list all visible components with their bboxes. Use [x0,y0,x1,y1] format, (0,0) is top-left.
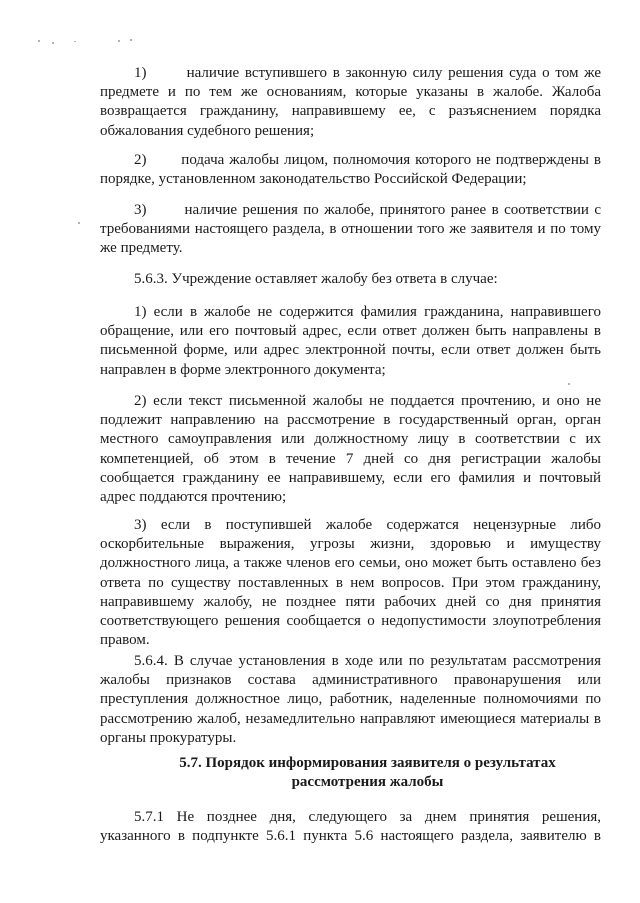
paragraph-prior-decision: 3) наличие решения по жалобе, принятого ранее в соответствии с требованиями настоящего раздела, в отношении того же заявителя и по тому же предмету. [100,202,601,257]
paragraph-court-decision: 1) наличие вступившего в законную силу решения суда о том же предмете и по тем же основаниям, которые указаны в жалобе. Жалоба возвращается гражданину, направившему ее, с разъяснением порядка обжалования судебного решения; [100,65,601,139]
scan-speck [38,40,40,42]
section-heading-line-1: 5.7. Порядок информирования заявителя о результатах [179,755,556,771]
paragraph-5-6-3: 5.6.3. Учреждение оставляет жалобу без ответа в случае: [134,271,498,287]
paragraph-5-6-4: 5.6.4. В случае установления в ходе или по результатам рассмотрения жалобы признаков состава административного правонарушения или преступления должностное лицо, работник, наделенные полномочиями по рассмотрению жалоб, незамедлительно направляют имеющиеся материалы в органы прокуратуры. [100,653,601,746]
paragraph-unreadable-text: 2) если текст письменной жалобы не поддается прочтению, и оно не подлежит направлению на рассмотрение в государственный орган, орган местного самоуправления или должностному лицу в соответствии с их компетенцией, об этом в течение 7 дней со дня регистрации жалобы сообщается гражданину ее направившему, если его фамилия и почтовый адрес поддаются прочтению; [100,393,601,506]
paragraph-unauthorized-submission: 2) подача жалобы лицом, полномочия которого не подтверждены в порядке, установленном законодательство Российской Федерации; [100,152,601,188]
scan-speck [568,383,570,385]
scan-speck [118,40,120,42]
section-heading-line-2: рассмотрения жалобы [291,774,444,791]
paragraph-missing-name: 1) если в жалобе не содержится фамилия гражданина, направившего обращение, или его почтовый адрес, если ответ должен быть направлены в письменной форме, или адрес электронной почты, если ответ должен быть направлен в форме электронного документа; [100,304,601,378]
scan-speck [74,41,76,42]
paragraph-5-7-1: 5.7.1 Не позднее дня, следующего за днем принятия решения, указанного в подпункте 5.6.1 пункта 5.6 настоящего раздела, заявителю в [100,809,601,845]
scan-speck [52,42,54,44]
paragraph-offensive-language: 3) если в поступившей жалобе содержатся нецензурные либо оскорбительные выражения, угрозы жизни, здоровью и имуществу должностного лица, а также членов его семьи, оно может быть оставлено без ответа по существу поставленных в нем вопросов. При этом гражданину, направившему жалобу, не позднее пяти рабочих дней со дня принятия соответствующего решения сообщается о недопустимости злоупотребления правом. [100,517,601,649]
scan-speck [78,222,80,224]
scan-speck [130,39,132,41]
section-heading [100,754,601,792]
